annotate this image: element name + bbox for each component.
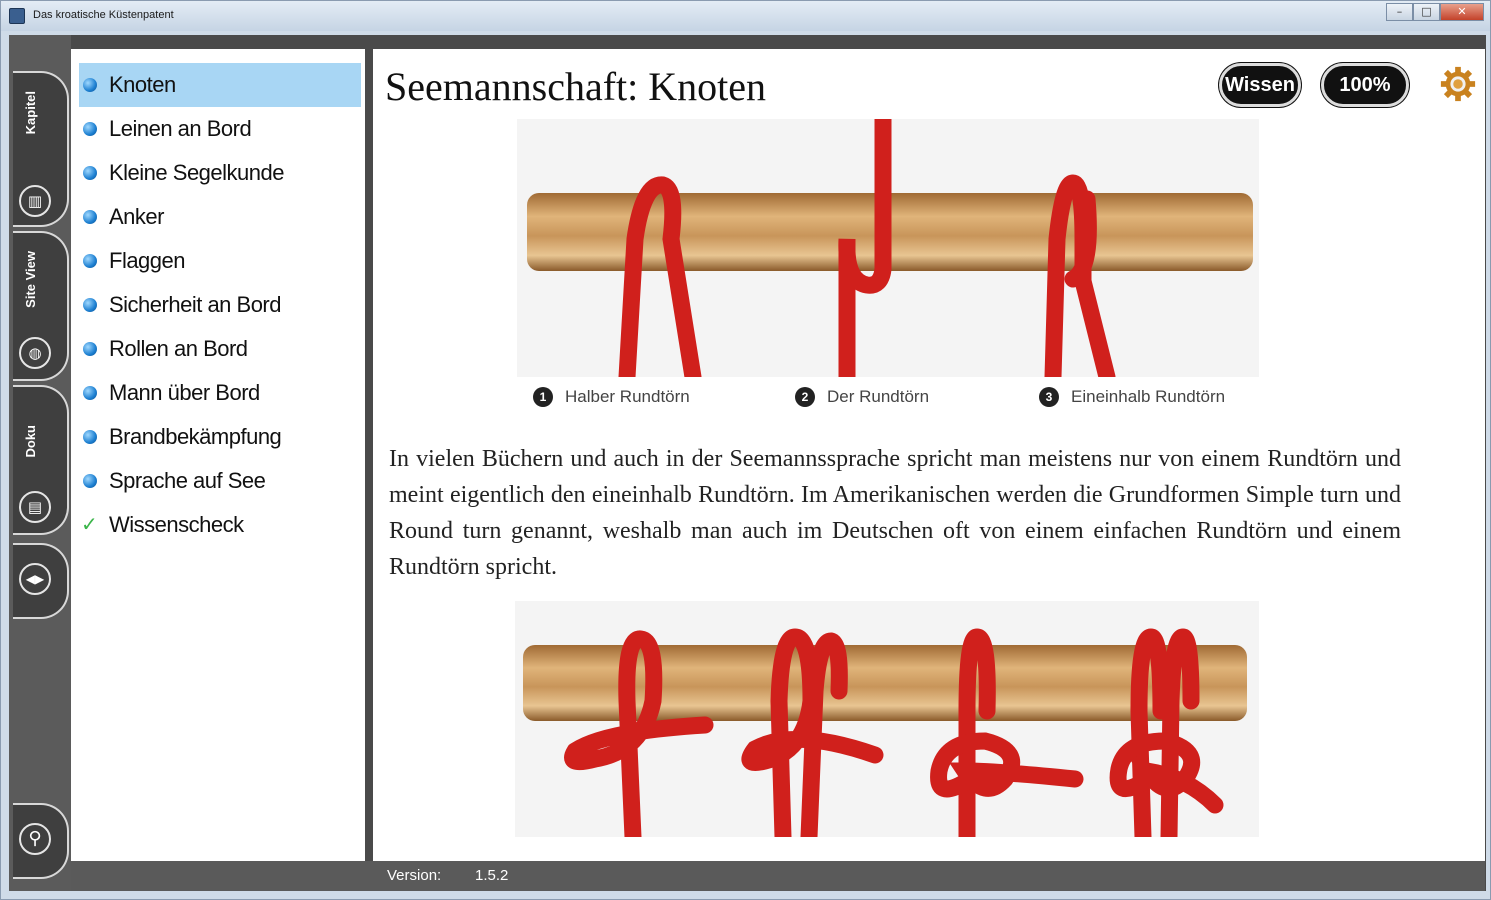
bullet-icon [83,386,97,400]
close-button[interactable]: ✕ [1440,3,1484,21]
chapter-label: Wissenscheck [109,512,244,537]
round-turn-illustration [517,119,1259,377]
chapter-item-0[interactable] [79,63,361,107]
tab-doku[interactable] [13,385,69,535]
chapter-label: Kleine Segelkunde [109,160,284,185]
arrows-icon: ◀▶ [19,563,51,595]
title-bar [1,1,1490,31]
bullet-icon [83,474,97,488]
caption-number-1: 1 [533,387,553,407]
chapter-item-6[interactable] [71,327,365,371]
caption-number-3: 3 [1039,387,1059,407]
tab-kapitel-label: Kapitel [23,91,38,135]
bullet-icon [83,298,97,312]
chapter-item-4[interactable] [71,239,365,283]
knot-variants-illustration [515,601,1259,837]
chapter-item-10[interactable] [71,503,365,547]
window-controls [1386,3,1484,21]
left-status-strip [71,861,373,891]
chapter-label: Anker [109,204,164,229]
caption-text: Eineinhalb Rundtörn [1071,387,1226,406]
version-label: Version: [387,867,442,884]
settings-gear-icon[interactable] [1439,65,1477,103]
chapter-label: Brandbekämpfung [109,424,282,449]
chapter-items [71,49,365,547]
checkmark-icon: ✓ [81,514,98,536]
search-button[interactable] [13,803,69,879]
tab-site-view[interactable] [13,231,69,381]
chapter-item-3[interactable] [71,195,365,239]
window-title: Das kroatische Küstenpatent [33,9,174,21]
caption-text: Der Rundtörn [827,387,930,406]
page-title: Seemannschaft: Knoten [385,64,766,109]
bullet-icon [83,122,97,136]
bullet-icon [83,210,97,224]
chapter-item-7[interactable] [71,371,365,415]
chapter-label: Flaggen [109,248,186,273]
wissen-button[interactable]: Wissen [1219,63,1301,107]
chapter-item-9[interactable] [71,459,365,503]
globe-icon: ◍ [19,337,51,369]
prev-next-button[interactable] [13,543,69,619]
version-value: 1.5.2 [475,867,509,884]
content-pane [373,49,1485,861]
books-icon: ▥ [19,185,51,217]
chapter-item-2[interactable] [71,151,365,195]
status-bar [373,861,1485,891]
app-icon [9,8,25,24]
chapter-label: Sprache auf See [109,468,266,493]
chapter-list [71,49,365,861]
bullet-icon [83,254,97,268]
bullet-icon [83,78,97,92]
side-nav [9,35,71,891]
book-icon: ▤ [19,491,51,523]
bullet-icon [83,342,97,356]
caption-eineinhalb-rundtoern [1039,387,1225,407]
chapter-item-5[interactable] [71,283,365,327]
chapter-label: Leinen an Bord [109,116,252,141]
chapter-label: Rollen an Bord [109,336,248,361]
bullet-icon [83,430,97,444]
chapter-label: Mann über Bord [109,380,260,405]
chapter-label: Sicherheit an Bord [109,292,281,317]
minimize-button[interactable]: – [1386,3,1413,21]
chapter-label: Knoten [109,72,176,97]
tab-doku-label: Doku [23,425,38,458]
caption-number-2: 2 [795,387,815,407]
maximize-button[interactable]: □ [1413,3,1440,21]
search-icon: ⚲ [19,823,51,855]
tab-site-view-label: Site View [23,251,38,308]
bullet-icon [83,166,97,180]
tab-kapitel[interactable] [13,71,69,227]
chapter-item-1[interactable] [71,107,365,151]
progress-badge[interactable]: 100% [1321,63,1409,107]
chapter-item-8[interactable] [71,415,365,459]
caption-text: Halber Rundtörn [565,387,690,406]
app-frame [9,35,1486,891]
caption-halber-rundtoern [533,387,690,407]
caption-der-rundtoern [795,387,929,407]
body-paragraph: In vielen Büchern und auch in der Seemannssprache spricht man meistens nur von einem Rundtörn und meint eigentlich den eineinhalb Rundtörn. Im Amerikanischen werden die Grundformen Simple turn und Round turn genannt, weshalb man auch im Deutschen oft von einem einfachen Rundtörn und einem Rundtörn spricht. [389,446,1401,580]
pane-divider[interactable] [365,49,373,861]
